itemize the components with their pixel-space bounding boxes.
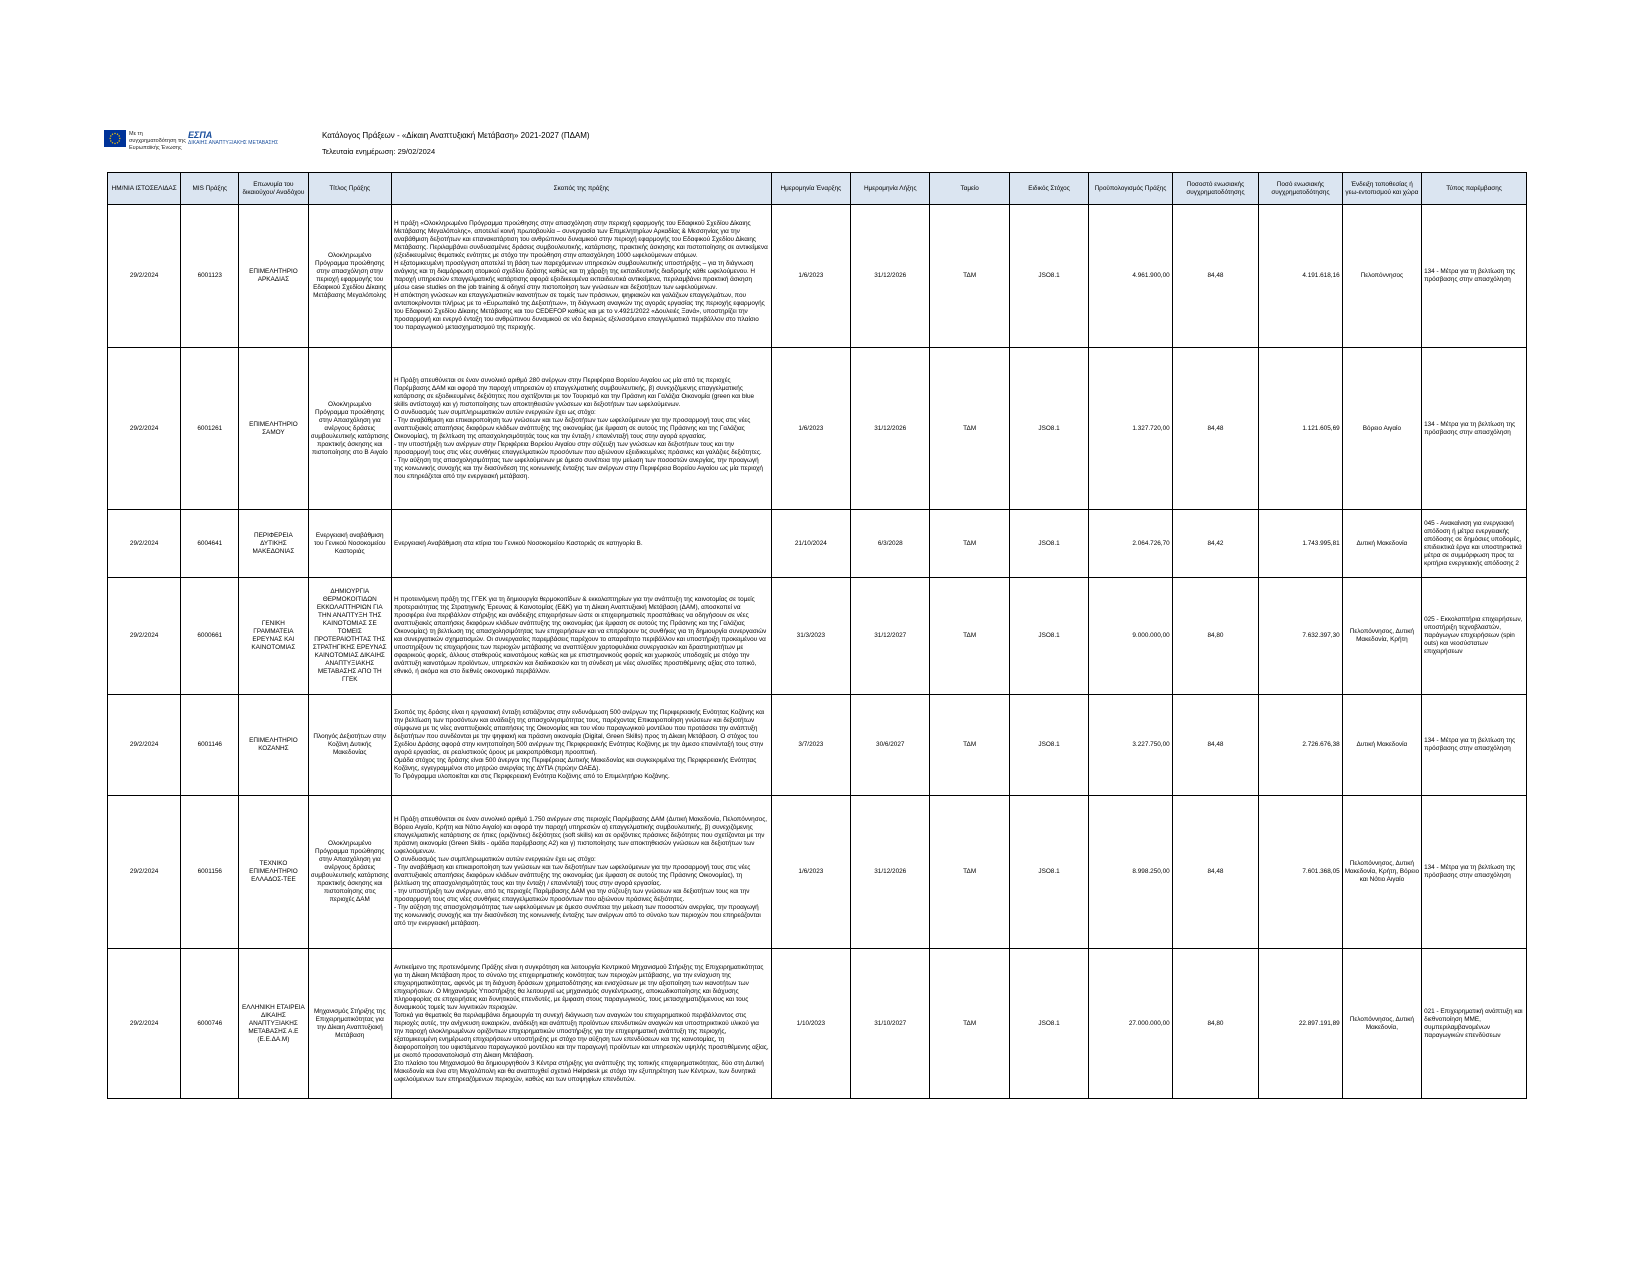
cell-beneficiary: ΕΠΙΜΕΛΗΤΗΡΙΟ ΣΑΜΟΥ	[239, 348, 308, 510]
cell-purpose	[391, 695, 771, 796]
cell-end-date: 6/3/2028	[851, 510, 930, 578]
cell-mis: 6000746	[181, 949, 239, 1099]
cell-fund: ΤΔΜ	[930, 695, 1009, 796]
cell-beneficiary: ΕΛΛΗΝΙΚΗ ΕΤΑΙΡΕΙΑ ΔΙΚΑΙΗΣ ΑΝΑΠΤΥΞΙΑΚΗΣ ΜΕΤΑΒΑΣΗΣ Α.Ε (Ε.Ε.ΔΑ.Μ)	[239, 949, 308, 1099]
cell-fund: ΤΔΜ	[930, 348, 1009, 510]
cell-mis: 6001156	[181, 796, 239, 949]
cell-purpose	[391, 510, 771, 578]
cell-eu-amount: 2.726.676,38	[1259, 695, 1342, 796]
cell-eu-amount: 7.632.397,30	[1259, 578, 1342, 695]
cell-end-date: 30/6/2027	[851, 695, 930, 796]
cell-fund: ΤΔΜ	[930, 796, 1009, 949]
purpose-paragraph: Η εξατομικευμένη προσέγγιση αποτελεί τη βάση των παρεχόμενων υπηρεσιών συμβουλευτικής υποστήριξης – για τη διάγνωση ανάγκης και τη διαμόρφωση ατομικού σχεδίου δράσης καθώς και τη χάραξη της εκπαιδευτικής διαδρομής κάθε ωφελούμενου. Η παροχή υπηρεσιών επαγγελματικής κατάρτισης αφορά εξειδικευμένα εκπαιδευτικά αντικείμενα, περιλαμβάνει πρακτική άσκηση μέσω case studies on the job training & οδηγεί στην πιστοποίηση των γνώσεων και δεξιοτήτων των ωφελούμενων.	[393, 260, 756, 291]
cell-fund: ΤΔΜ	[930, 205, 1009, 348]
cell-mis: 6001146	[181, 695, 239, 796]
cell-location: Δυτική Μακεδονία	[1342, 510, 1421, 578]
cell-start-date: 1/6/2023	[771, 205, 850, 348]
cell-beneficiary: ΕΠΙΜΕΛΗΤΗΡΙΟ ΚΟΖΑΝΗΣ	[239, 695, 308, 796]
purpose-paragraph: - Την αύξηση της απασχολησιμότητας των ωφελούμενων με άμεσο συνέπεια την μείωση των ποσοστών ανεργίας, την προαγωγή της κοινωνικής συνοχής και την διασύνδεση της κοινωνικής ένταξης των ανέργων από το σύνολο των περιοχών που επηρεάζονται από την ενεργειακή μετάβαση.	[393, 904, 761, 927]
column-header: Επωνυμία του δικαιούχου/ Αναδόχου	[239, 173, 308, 205]
cell-rate: 84,48	[1172, 796, 1259, 949]
cell-purpose	[391, 578, 771, 695]
purpose-paragraph: Η πράξη «Ολοκληρωμένο Πρόγραμμα προώθησης στην απασχόληση στην περιοχή εφαρμογής του Εδαφικού Σχεδίου Δίκαιης Μετάβασης Μεγαλόπολης», αποτελεί κοινή πρωτοβουλία – συνεργασία των Επιμελητηρίων Αρκαδίας & Μεσσηνίας για την αναβάθμιση δεξιοτήτων και επανακατάρτιση του ανθρώπινου δυναμικού στην περιοχή εφαρμογής του Εδαφικού Σχεδίου Δίκαιης Μετάβασης. Περιλαμβάνει συνδυασμένες δράσεις συμβουλευτικής, κατάρτισης, πρακτικής άσκησης και πιστοποίησης σε αντικείμενα (εξειδικευμένες θεματικές ενότητες με στόχο την προώθηση στην απασχόληση 1000 ωφελούμενων ατόμων.	[393, 220, 768, 259]
cell-rate: 84,80	[1172, 578, 1259, 695]
cell-rate: 84,48	[1172, 695, 1259, 796]
cell-end-date: 31/12/2026	[851, 205, 930, 348]
purpose-paragraph: Η Πράξη απευθύνεται σε έναν συνολικό αριθμό 280 ανέργων στην Περιφέρεια Βορείου Αιγαίου ως μία από τις περιοχές Παρέμβασης ΔΑΜ και αφορά την παροχή υπηρεσιών α) επαγγελματικής συμβουλευτικής, β) συνεχιζόμενης επαγγελματικής κατάρτισης σε εξειδικευμένες δεξιότητες που σχετίζονται με τον Τουρισμό και την Πράσινη και Γαλάζια Οικονομία (green και blue skills αντίστοιχα) και γ) πιστοποίησης των αποκτηθεισών γνώσεων και δεξιοτήτων των ωφελούμενων.	[393, 376, 755, 408]
cell-mis: 6001123	[181, 205, 239, 348]
cell-rate: 84,48	[1172, 348, 1259, 510]
cell-fund: ΤΔΜ	[930, 578, 1009, 695]
cell-date: 29/2/2024	[108, 796, 181, 949]
cell-title: Ενεργειακή αναβάθμιση του Γενικού Νοσοκομείου Καστοριάς	[308, 510, 391, 578]
cell-purpose	[391, 205, 771, 348]
table-header-row	[108, 173, 1527, 205]
cell-budget: 3.227.750,00	[1089, 695, 1172, 796]
purpose-paragraph: Η απόκτηση γνώσεων και επαγγελματικών ικανοτήτων σε τομείς των πράσινων, ψηφιακών και γαλάζιων επαγγελμάτων, που ανταποκρίνονται πλήρως με το «Ευρωπαϊκό της Δεξιοτήτων», τη διάγνωση αναγκών της αγοράς εργασίας της περιοχής εφαρμογής του Εδαφικού Σχεδίου Δίκαιης Μετάβασης και του CEDEFOP καθώς και με το ν.4921/2022 «Δουλειές Ξανά», υποστηρίζει την προσαρμογή και ενεργό ένταξη του ανθρώπινου δυναμικού σε νέο διαρκώς εξελισσόμενο επαγγελματικό περιβάλλον στο πλαίσιο του παραγωγικού μετασχηματισμού της περιοχής.	[393, 292, 765, 331]
cell-objective: JSO8.1	[1009, 796, 1088, 949]
cell-location: Βόρειο Αιγαίο	[1342, 348, 1421, 510]
cell-mis: 6004641	[181, 510, 239, 578]
column-header: Ταμείο	[930, 173, 1009, 205]
cell-eu-amount: 4.191.618,16	[1259, 205, 1342, 348]
cell-objective: JSO8.1	[1009, 578, 1088, 695]
column-header: Ποσό ενωσιακής συγχρηματοδότησης	[1259, 173, 1342, 205]
cell-intervention: 021 - Επιχειρηματική ανάπτυξη και διεθνοποίηση ΜΜΕ, συμπεριλαμβανομένων παραγωγικών επενδύσεων	[1422, 949, 1527, 1099]
cell-intervention: 025 - Εκκολαπτήρια επιχειρήσεων, υποστήριξη τεχνοβλαστών, παράγωγων επιχειρήσεων (spin outs) και νεοσύστατων επιχειρήσεων	[1422, 578, 1527, 695]
purpose-paragraph: Η προτεινόμενη πράξη της ΓΓΕΚ για τη δημιουργία θερμοκοιτίδων & εκκολαπτηρίων για την ανάπτυξη της καινοτομίας σε τομείς προτεραιότητας της Στρατηγικής Έρευνας & Καινοτομίας (Ε&Κ) για τη Δίκαιη Αναπτυξιακή Μετάβαση (ΔΑΜ), αποσκοπεί να προσφέρει ένα περιβάλλον στήριξης και ανάδειξης επιχειρήσεων ώστε οι επιχειρηματικές προσπάθειες να οδηγήσουν σε νέες αναπτυξιακές απαιτήσεις διαφόρων κλάδων ανάπτυξης της οικονομίας (με έμφαση σε αυτούς της Πράσινης και της Γαλάζιας Οικονομίας) τη βελτίωση της απασχολησιμότητας των επιχειρήσεων και να επιτρέψουν τις συνθήκες για τη δημιουργία συνεργασιών και συνεργατικών σχηματισμών. Οι συνεργασίες παρεμβάσεις παρέχουν το απαραίτητο περιβάλλον και υποστήριξη προκειμένου να υποστηρίξουν τις επιχειρήσεις των περιοχών μετάβασης να αναπτύξουν χαρτοφυλάκια συνεργασιών και δραστηριοτήτων με σφαιρικούς φορείς, άλλους σταθερούς καινοτόμους καθώς και με επιστημονικούς φορείς και χωρικούς υποδοχείς με στόχο την ανάπτυξη καινοτόμων προϊόντων, υπηρεσιών και διαδικασιών και τη σύνδεση με νέες αλυσίδες προστιθέμενης αξίας στο τοπικό, εθνικό, ή ακόμα και στο διεθνές οικονομικό περιβάλλον.	[393, 596, 767, 675]
cell-date: 29/2/2024	[108, 348, 181, 510]
column-header: Ποσοστό ενωσιακής συγχρηματοδότησης	[1172, 173, 1259, 205]
column-header: Ειδικός Στόχος	[1009, 173, 1088, 205]
purpose-paragraph: Το Πρόγραμμα υλοποιείται και στις Περιφερειακή Ενότητα Κοζάνης από το Επιμελητήριο Κοζάνης.	[393, 773, 670, 780]
cell-start-date: 1/6/2023	[771, 348, 850, 510]
cell-beneficiary: ΠΕΡΙΦΕΡΕΙΑ ΔΥΤΙΚΗΣ ΜΑΚΕΔΟΝΙΑΣ	[239, 510, 308, 578]
purpose-paragraph: Ο συνδυασμός των συμπληρωματικών αυτών ενεργειών έχει ως στόχο:	[393, 408, 596, 416]
cell-start-date: 1/10/2023	[771, 949, 850, 1099]
cell-eu-amount: 22.897.191,89	[1259, 949, 1342, 1099]
cell-fund: ΤΔΜ	[930, 949, 1009, 1099]
cell-location: Δυτική Μακεδονία	[1342, 695, 1421, 796]
column-header: Προϋπολογισμός Πράξης	[1089, 173, 1172, 205]
table-row	[108, 695, 1527, 796]
cell-eu-amount: 1.743.995,81	[1259, 510, 1342, 578]
cell-budget: 2.064.726,70	[1089, 510, 1172, 578]
cell-date: 29/2/2024	[108, 695, 181, 796]
document-title: Κατάλογος Πράξεων - «Δίκαιη Αναπτυξιακή Μετάβαση» 2021-2027 (ΠΔΑΜ)	[322, 131, 590, 140]
purpose-paragraph: Στο πλαίσιο του Μηχανισμού θα δημιουργηθούν 3 Κέντρα στήριξης για ανάπτυξης της τοπικής επιχειρηματικότητας, δύο στη Δυτική Μακεδονία και ένα στη Μεγαλόπολη και θα αναπτυχθεί σχετικό Helpdesk με στόχο την εξυπηρέτηση των Κέντρων, των δυνητικά ωφελούμενων των επηρεαζόμενων περιοχών, καθώς και των υποψηφίων επενδυτών.	[393, 1059, 764, 1083]
cell-date: 29/2/2024	[108, 510, 181, 578]
cell-objective: JSO8.1	[1009, 695, 1088, 796]
cell-date: 29/2/2024	[108, 205, 181, 348]
cell-title: Ολοκληρωμένο Πρόγραμμα προώθησης στην Απασχόληση για ανέργους δράσεις συμβουλευτικής κατάρτισης πρακτικής άσκησης και πιστοποίησης στις περιοχές ΔΑΜ	[308, 796, 391, 949]
espa-logo: ΕΣΠΑ	[188, 130, 213, 140]
column-header: MIS Πράξης	[181, 173, 239, 205]
purpose-paragraph: - την υποστήριξη των ανέργων, από τις περιοχές Παρέμβασης ΔΑΜ για την σύζευξη των γνώσεων και δεξιοτήτων τους και την προσαρμογή τους στις νέες συνθήκες επαγγελματικών προσόντων που αξιώνουν πράσινες δεξιότητες.	[393, 888, 750, 903]
cell-date: 29/2/2024	[108, 949, 181, 1099]
last-updated: Τελευταία ενημέρωση: 29/02/2024	[322, 147, 436, 156]
cell-intervention: 134 - Μέτρα για τη βελτίωση της πρόσβασης στην απασχόληση	[1422, 205, 1527, 348]
cell-beneficiary: ΤΕΧΝΙΚΟ ΕΠΙΜΕΛΗΤΗΡΙΟ ΕΛΛΑΔΟΣ-ΤΕΕ	[239, 796, 308, 949]
cell-location: Πελοπόννησος, Δυτική Μακεδονία, Κρήτη, Βόρειο και Νότιο Αιγαίο	[1342, 796, 1421, 949]
espa-subtitle: ΔΙΚΑΙΗΣ ΑΝΑΠΤΥΞΙΑΚΗΣ ΜΕΤΑΒΑΣΗΣ	[188, 140, 279, 146]
purpose-paragraph: Αντικείμενο της προτεινόμενης Πράξης είναι η συγκρότηση και λειτουργία Κεντρικού Μηχανισμού Στήριξης της Επιχειρηματικότητας για τη Δίκαιη Μετάβαση προς το σύνολο της επιχειρηματικής κοινότητας των περιοχών μετάβασης, για την ενίσχυση της επιχειρηματικότητας, αφενός με τη διάχυση δράσεων χρηματοδότησης και ενισχύσεων με την αξιοποίηση των ικανοτήτων των επιχειρήσεων. Ο Μηχανισμός Υποστήριξης θα λειτουργεί ως μηχανισμός συγκέντρωσης, αποκωδικοποίησης και διάχυσης πληροφορίας σε επιχειρήσεις και δυνητικούς επενδυτές, με έμφαση στους παραγωγικούς, τους μετασχηματιζόμενους και τους δυναμικούς τομείς των λιγνιτικών περιοχών.	[393, 963, 764, 1011]
cell-objective: JSO8.1	[1009, 949, 1088, 1099]
purpose-paragraph: Σκοπός της δράσης είναι η εργασιακή ένταξη εστιάζοντας στην ενδυνάμωση 500 ανέργων της Περιφερειακής Ενότητας Κοζάνης και την βελτίωση των προσόντων και ανάδειξη της απασχολησιμότητας τους, παρέχοντας Επικαιροποίηση γνώσεων και δεξιοτήτων σύμφωνα με τις νέες αναπτυξιακές απαιτήσεις της Οικονομίας και του νέου παραγωγικού μοντέλου που προτάσσει την ανάπτυξη δεξιοτήτων που συνδέονται με την ψηφιακή και πράσινη οικονομία (Digital, Green Skills) προς τη Δίκαιη Μετάβαση. Ο στόχος του Σχεδίου Δράσης αφορά στην κινητοποίηση 500 ανέργων της Περιφερειακής Ενότητας Κοζάνης με την άμεσο επανένταξή τους στην αγορά εργασίας, σε ρεαλιστικούς όρους με μακροπρόθεσμη προοπτική.	[393, 709, 765, 756]
cell-budget: 8.998.250,00	[1089, 796, 1172, 949]
cell-location: Πελοπόννησος, Δυτική Μακεδονία,	[1342, 949, 1421, 1099]
cell-title: Μηχανισμός Στήριξης της Επιχειρηματικότητας για την Δίκαιη Αναπτυξιακή Μετάβαση	[308, 949, 391, 1099]
purpose-paragraph: Ενεργειακή Αναβάθμιση στα κτίρια του Γενικού Νοσοκομείου Καστοριάς σε κατηγορία Β.	[393, 539, 643, 547]
column-header: Τίτλος Πράξης	[308, 173, 391, 205]
cell-purpose	[391, 949, 771, 1099]
cell-title: ΔΗΜΙΟΥΡΓΙΑ ΘΕΡΜΟΚΟΙΤΙΔΩΝ ΕΚΚΟΛΑΠΤΗΡΙΩΝ ΓΙΑ ΤΗΝ ΑΝΑΠΤΥΞΗ ΤΗΣ ΚΑΙΝΟΤΟΜΙΑΣ ΣΕ ΤΟΜΕΙΣ ΠΡΟΤΕΡΑΙΟΤΗΤΑΣ ΤΗΣ ΣΤΡΑΤΗΓΙΚΗΣ ΕΡΕΥΝΑΣ ΚΑΙΝΟΤΟΜΙΑΣ ΔΙΚΑΙΗΣ ΑΝΑΠΤΥΞΙΑΚΗΣ ΜΕΤΑΒΑΣΗΣ ΑΠΟ ΤΗ ΓΓΕΚ	[308, 578, 391, 695]
operations-table	[107, 172, 1527, 1099]
cell-intervention: 134 - Μέτρα για τη βελτίωση της πρόσβασης στην απασχόληση	[1422, 695, 1527, 796]
cell-mis: 6001261	[181, 348, 239, 510]
cell-rate: 84,48	[1172, 205, 1259, 348]
column-header: Τύπος παρέμβασης	[1422, 173, 1527, 205]
cell-budget: 27.000.000,00	[1089, 949, 1172, 1099]
column-header: Ημερομηνία Έναρξης	[771, 173, 850, 205]
cell-objective: JSO8.1	[1009, 205, 1088, 348]
purpose-paragraph: Τοπικά για θεματικές θα περιλαμβάνει δημιουργία τη συνεχή διάγνωση των αναγκών του επιχειρηματικού περιβάλλοντος στις περιοχές αυτές, την ανίχνευση ευκαιριών, ανάδειξη και ανάπτυξη προϊόντων επενδυτικών αναγκών και υποστηρικτικού υλικού για την παροχή ολοκληρωμένων οριζόντιων επιχειρηματικών υποστήριξης για την επιχειρηματική ανάπτυξη της περιοχής, εξατομικευμένη ενημέρωση επιχειρήσεων υποστήριξης με στόχο την αύξηση των επενδύσεων και της καινοτομίας, τη διαφοροποίηση του υφιστάμενου παραγωγικού μοντέλου και την παραγωγή προϊόντων και υπηρεσιών υψηλής προστιθέμενης αξίας, με σκοπό προσανατολισμό στη Δίκαιη Μετάβαση.	[393, 1011, 769, 1059]
cell-fund: ΤΔΜ	[930, 510, 1009, 578]
column-header: Σκοπός της πράξης	[391, 173, 771, 205]
cell-location: Πελοπόννησος	[1342, 205, 1421, 348]
table-row	[108, 578, 1527, 695]
cell-beneficiary: ΓΕΝΙΚΗ ΓΡΑΜΜΑΤΕΙΑ ΕΡΕΥΝΑΣ ΚΑΙ ΚΑΙΝΟΤΟΜΙΑΣ	[239, 578, 308, 695]
cell-end-date: 31/12/2027	[851, 578, 930, 695]
cell-title: Πλοηγός Δεξιοτήτων στην Κοζάνη Δυτικής Μακεδονίας	[308, 695, 391, 796]
purpose-paragraph: Ομάδα στόχος της δράσης είναι 500 άνεργοι της Περιφέρειας Δυτικής Μακεδονίας και συγκεκριμένα της Περιφερειακής Ενότητας Κοζάνης, εγγεγραμμένοι στο μητρώο ανεργίας της ΔΥΠΑ (πρώην ΟΑΕΔ).	[393, 757, 757, 772]
purpose-paragraph: - την υποστήριξη των ανέργων στην Περιφέρεια Βορείου Αιγαίου στην σύζευξη των γνώσεων και δεξιοτήτων τους και την προσαρμογή τους στις νέες συνθήκες επαγγελματικών προσόντων που αξιώνουν εξειδικευμένες πράσινες και γαλάζιες δεξιότητες.	[393, 440, 762, 456]
cell-end-date: 31/12/2026	[851, 348, 930, 510]
cell-objective: JSO8.1	[1009, 348, 1088, 510]
cell-intervention: 134 - Μέτρα για τη βελτίωση της πρόσβασης στην απασχόληση	[1422, 796, 1527, 949]
table-row	[108, 205, 1527, 348]
logos	[104, 130, 324, 152]
cell-budget: 4.961.900,00	[1089, 205, 1172, 348]
cell-rate: 84,42	[1172, 510, 1259, 578]
column-header: ΗΜ/ΝΙΑ ΙΣΤΟΣΕΛΙΔΑΣ	[108, 173, 181, 205]
cell-mis: 6000661	[181, 578, 239, 695]
cell-rate: 84,80	[1172, 949, 1259, 1099]
cell-intervention: 134 - Μέτρα για τη βελτίωση της πρόσβασης στην απασχόληση	[1422, 348, 1527, 510]
cell-purpose	[391, 796, 771, 949]
cell-purpose	[391, 348, 771, 510]
cell-objective: JSO8.1	[1009, 510, 1088, 578]
purpose-paragraph: - Την αύξηση της απασχολησιμότητας των ωφελούμενων με άμεσο συνέπεια την μείωση των ποσοστών ανεργίας, την προαγωγή της κοινωνικής συνοχής και την διασύνδεση της κοινωνικής ένταξης των ανέργων στην Περιφέρεια Βορείου Αιγαίου ως μία περιοχή που επηρεάζεται από την ενεργειακή μετάβαση.	[393, 456, 763, 480]
table-row	[108, 796, 1527, 949]
cell-beneficiary: ΕΠΙΜΕΛΗΤΗΡΙΟ ΑΡΚΑΔΙΑΣ	[239, 205, 308, 348]
cell-start-date: 21/10/2024	[771, 510, 850, 578]
cell-end-date: 31/10/2027	[851, 949, 930, 1099]
cell-start-date: 3/7/2023	[771, 695, 850, 796]
cell-budget: 9.000.000,00	[1089, 578, 1172, 695]
table-row	[108, 348, 1527, 510]
purpose-paragraph: Ο συνδυασμός των συμπληρωματικών αυτών ενεργειών έχει ως στόχο:	[393, 856, 596, 863]
cell-title: Ολοκληρωμένο Πρόγραμμα προώθησης στην απασχόληση στην περιοχή εφαρμογής του Εδαφικού Σχεδίου Δίκαιης Μετάβασης Μεγαλόπολης	[308, 205, 391, 348]
cell-budget: 1.327.720,00	[1089, 348, 1172, 510]
eu-flag-icon	[104, 130, 126, 147]
purpose-paragraph: - Την αναβάθμιση και επικαιροποίηση των γνώσεων και των δεξιοτήτων των ωφελούμενων για την προσαρμογή τους στις νέες αναπτυξιακές απαιτήσεις διαφόρων κλάδων ανάπτυξης της οικονομίας (με έμφαση σε αυτούς της Πράσινης Οικονομίας), τη βελτίωση της απασχολησιμότητάς τους και την ένταξη / επανένταξή τους στην αγορά εργασίας.	[393, 864, 751, 887]
cell-end-date: 31/12/2026	[851, 796, 930, 949]
cell-intervention: 045 - Ανακαίνιση για ενεργειακή απόδοση ή μέτρα ενεργειακής απόδοσης σε δημόσιες υποδομές, επιδεικτικά έργα και υποστηρικτικά μέτρα σε συμμόρφωση προς τα κριτήρια ενεργειακής απόδοσης 2	[1422, 510, 1527, 578]
cell-eu-amount: 7.601.368,05	[1259, 796, 1342, 949]
cell-start-date: 31/3/2023	[771, 578, 850, 695]
eu-cofunding-text: Με τη συγχρηματοδότηση της Ευρωπαϊκής Ένωσης	[129, 131, 186, 151]
purpose-paragraph: Η Πράξη απευθύνεται σε έναν συνολικό αριθμό 1.750 ανέργων στις περιοχές Παρέμβασης ΔΑΜ (Δυτική Μακεδονία, Πελοπόννησος, Βόρειο Αιγαίο, Κρήτη και Νότιο Αιγαίο) και αφορά την παροχή υπηρεσιών α) επαγγελματικής συμβουλευτικής, β) συνεχιζόμενης επαγγελματικής κατάρτισης σε ήπιες (οριζόντιες) δεξιότητες (soft skills) και σε οριζόντιες πράσινες δεξιότητες που σχετίζονται με την πράσινη οικονομία (Green Skills - ομάδα παρέμβασης Α2) και γ) πιστοποίησης των αποκτηθεισών γνώσεων και δεξιοτήτων των ωφελούμενων.	[393, 816, 768, 855]
cell-eu-amount: 1.121.605,69	[1259, 348, 1342, 510]
table-row	[108, 949, 1527, 1099]
purpose-paragraph: - Την αναβάθμιση και επικαιροποίηση των γνώσεων και των δεξιοτήτων των ωφελούμενων για την προσαρμογή τους στις νέες αναπτυξιακές απαιτήσεις διαφόρων κλάδων ανάπτυξης της οικονομίας (με έμφαση σε αυτούς της Πράσινης και της Γαλάζιας Οικονομίας), τη βελτίωση της απασχολησιμότητάς τους και την ένταξη / επανένταξή τους στην αγορά εργασίας.	[393, 416, 751, 440]
cell-title: Ολοκληρωμένο Πρόγραμμα προώθησης στην Απασχόληση για ανέργους δράσεις συμβουλευτικής κατάρτισης πρακτικής άσκησης και πιστοποίησης στο Β Αιγαίο	[308, 348, 391, 510]
cell-start-date: 1/6/2023	[771, 796, 850, 949]
column-header: Ένδειξη τοποθεσίας ή γεω-εντοπισμού και χώρα	[1342, 173, 1421, 205]
cell-date: 29/2/2024	[108, 578, 181, 695]
table-row	[108, 510, 1527, 578]
column-header: Ημερομηνία Λήξης	[851, 173, 930, 205]
cell-location: Πελοπόννησος, Δυτική Μακεδονία, Κρήτη	[1342, 578, 1421, 695]
